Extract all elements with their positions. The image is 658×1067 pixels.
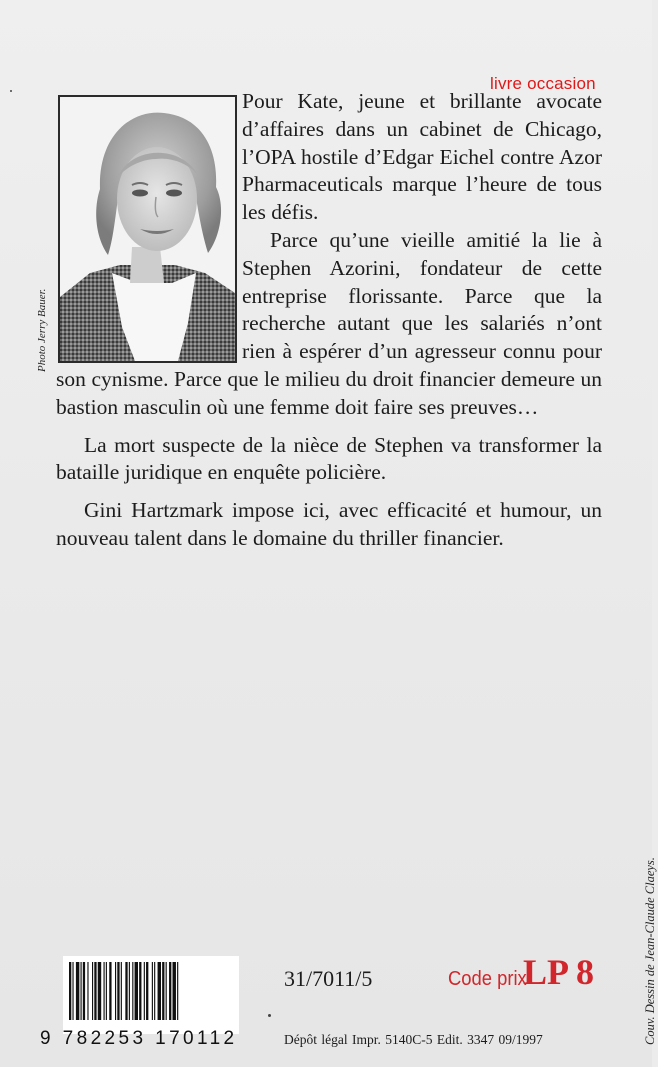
barcode-bar — [169, 962, 171, 1020]
barcode-bar — [106, 962, 107, 1020]
barcode-bar — [104, 962, 105, 1020]
barcode-bar — [129, 962, 130, 1020]
blurb-paragraph-2: Parce qu’une vieille amitié la lie à Stephen Azorini, fondateur de cette entreprise florissante. Parce que la recherche autant que les salariés n’ont rien à espérer d’un agresseur connu pour son cynisme. Parce que le milieu du droit financier demeure un bastion masculin où une femme doit faire ses preuves… — [56, 227, 602, 419]
used-book-sticker: livre occasion — [490, 74, 596, 93]
barcode-bar — [81, 962, 82, 1020]
barcode-bar — [121, 962, 122, 1020]
barcode-bar — [125, 962, 127, 1020]
barcode-bar — [177, 962, 178, 1020]
barcode-bar — [139, 962, 141, 1020]
blurb-paragraph-4: Gini Hartzmark impose ici, avec efficacité et humour, un nouveau talent dans le domaine du thriller financier. — [56, 498, 602, 550]
barcode-bar — [98, 962, 101, 1020]
barcode-bar — [92, 962, 93, 1020]
barcode-bars — [69, 962, 233, 1020]
barcode-bar — [158, 962, 161, 1020]
barcode-bar — [76, 962, 79, 1020]
reference-number: 31/7011/5 — [284, 966, 373, 991]
barcode-bar — [154, 962, 155, 1020]
barcode-bar — [162, 962, 164, 1020]
barcode-bar — [135, 962, 138, 1020]
photo-credit: Photo Jerry Bauer. — [36, 288, 48, 372]
cover-design-credit: Couv. Dessin de Jean-Claude Claeys. — [643, 857, 657, 1045]
barcode-bar — [83, 962, 85, 1020]
barcode-bar — [144, 962, 145, 1020]
barcode-bar — [115, 962, 116, 1020]
barcode-bar — [152, 962, 153, 1020]
barcode-bar — [72, 962, 73, 1020]
barcode-number: 9 782253 170112 — [40, 1028, 238, 1049]
barcode-bar — [117, 962, 119, 1020]
barcode-bar — [132, 962, 133, 1020]
blurb-paragraph-1: Pour Kate, jeune et brillante avocate d’affaires dans un cabinet de Chicago, l’OPA hostile d’Edgar Eichel contre Azor Pharmaceuticals marque l’heure de tous les défis. — [242, 89, 602, 225]
barcode-bar — [166, 962, 167, 1020]
barcode — [63, 956, 239, 1034]
barcode-bar — [173, 962, 176, 1020]
blurb-text — [56, 88, 602, 553]
price-code: LP 8 — [523, 952, 595, 992]
barcode-bar — [146, 962, 148, 1020]
code-prix-label: Code prix — [448, 968, 527, 990]
legal-deposit-line: Dépôt légal Impr. 5140C-5 Edit. 3347 09/1997 — [284, 1032, 543, 1047]
barcode-bar — [69, 962, 71, 1020]
barcode-bar — [87, 962, 88, 1020]
print-speck — [10, 90, 12, 92]
barcode-bar — [94, 962, 96, 1020]
barcode-bar — [109, 962, 111, 1020]
print-speck — [268, 1014, 271, 1017]
blurb-paragraph-3: La mort suspecte de la nièce de Stephen va transformer la bataille juridique en enquête policière. — [56, 432, 602, 485]
